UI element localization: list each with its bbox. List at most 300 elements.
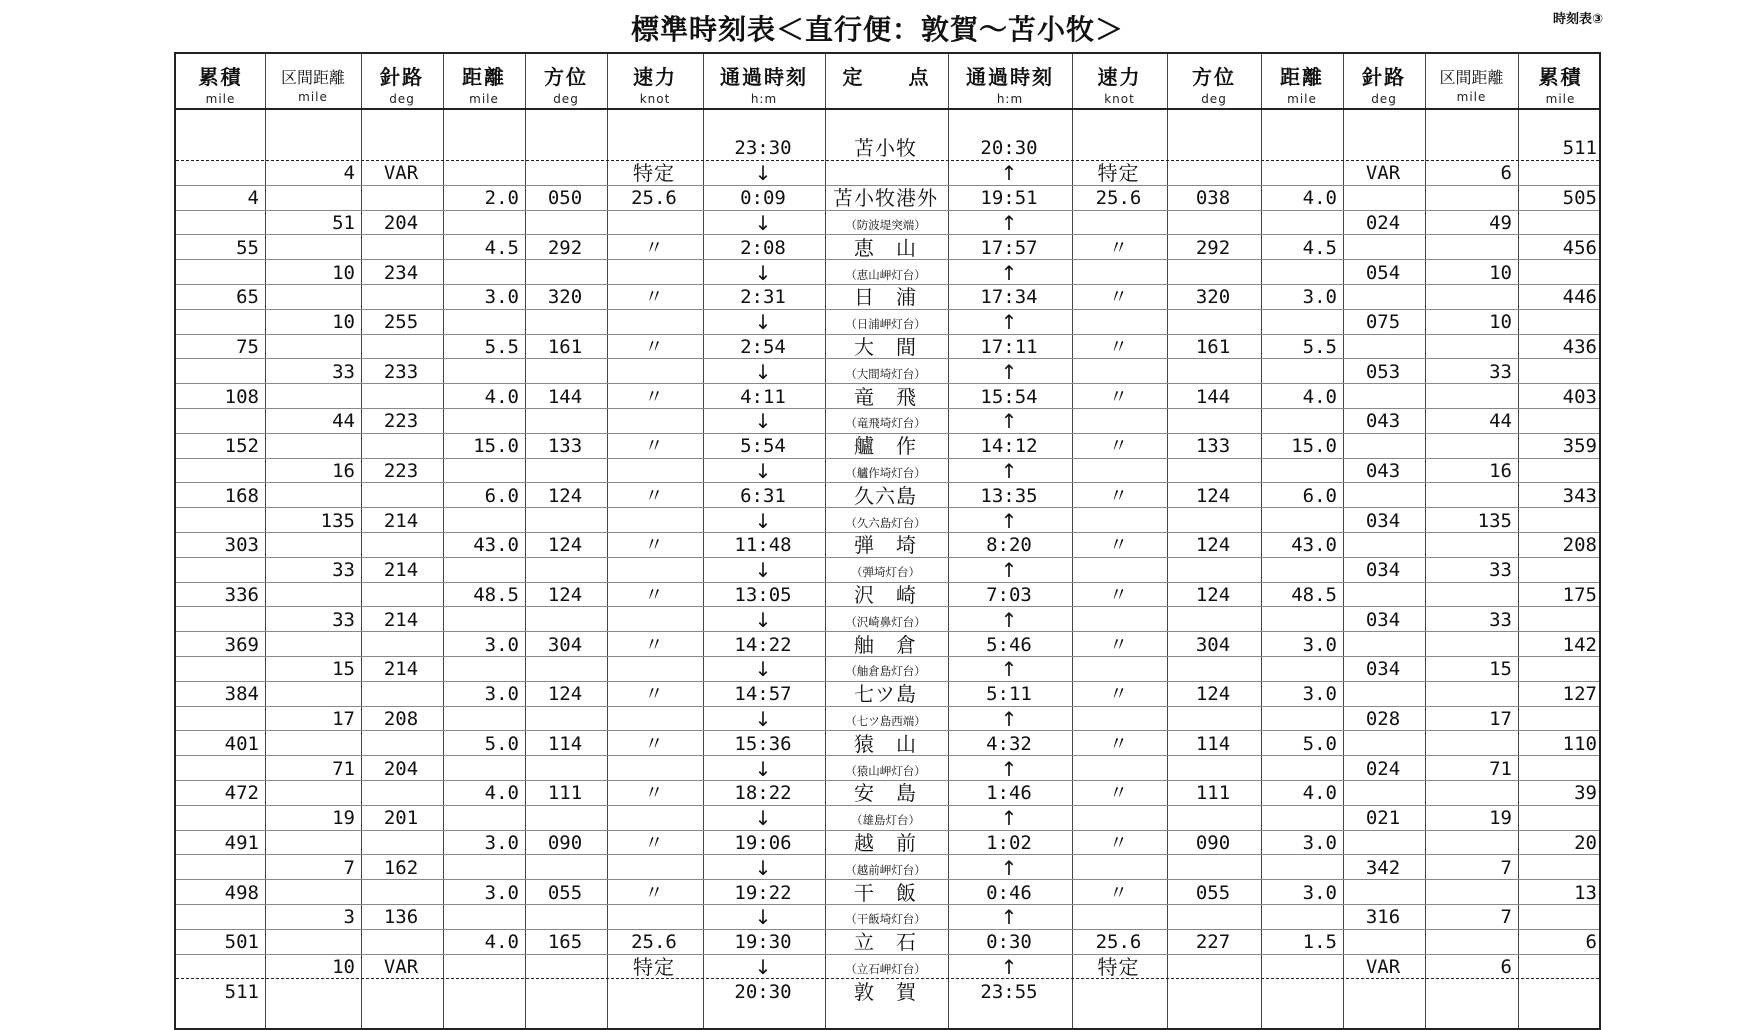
speed: 〃 [1108, 286, 1128, 309]
cumulative-distance: 403 [1562, 385, 1597, 408]
course: 214 [383, 559, 419, 582]
passing-time: 4:11 [740, 385, 786, 408]
segment-distance: 16 [332, 460, 355, 482]
cumulative-distance: 127 [1562, 683, 1597, 706]
fixed-point-note: （大間埼灯台） [845, 366, 926, 381]
segment-distance: 10 [1489, 311, 1512, 334]
cumulative-distance: 303 [224, 534, 259, 557]
segment-distance: 33 [1489, 559, 1512, 582]
departure-time: 23:30 [734, 137, 792, 159]
down-arrow-icon: ↓ [754, 211, 772, 235]
bearing: 304 [1195, 633, 1231, 656]
bearing: 165 [547, 931, 583, 954]
distance: 4.0 [484, 931, 519, 954]
fixed-point-name: 越 前 [854, 831, 917, 855]
course: 024 [1365, 757, 1401, 780]
passing-time: 17:11 [980, 336, 1038, 358]
passing-time: 17:34 [980, 286, 1038, 309]
down-arrow-icon: ↓ [754, 607, 772, 632]
up-arrow-icon: ↑ [1000, 855, 1018, 880]
up-arrow-icon: ↑ [1000, 806, 1018, 831]
up-arrow-icon: ↑ [1000, 260, 1018, 285]
bearing: 124 [547, 534, 583, 557]
column-header-label: 速力 [1097, 65, 1142, 89]
course: 208 [383, 708, 419, 730]
distance: 15.0 [473, 435, 519, 458]
course: 043 [1365, 460, 1401, 482]
header-rule [176, 108, 1599, 110]
speed: 〃 [644, 336, 664, 358]
bearing: 161 [547, 336, 583, 358]
distance: 3.0 [1302, 286, 1337, 309]
column-header-unit: deg [389, 92, 415, 106]
passing-time: 0:30 [986, 931, 1032, 954]
cumulative-distance: 175 [1562, 584, 1597, 606]
passing-time: 18:22 [734, 782, 792, 805]
course: 043 [1365, 410, 1401, 433]
course: 201 [383, 807, 419, 830]
fixed-point-name: 七ツ島 [854, 682, 917, 707]
passing-time: 14:22 [734, 633, 792, 656]
speed: 特定 [1097, 955, 1140, 979]
speed: 〃 [644, 385, 664, 408]
column-header-label: 定 点 [842, 65, 931, 89]
cumulative-distance: 472 [224, 782, 259, 805]
fixed-point-name: 艫 作 [854, 434, 917, 459]
speed: 〃 [644, 881, 664, 904]
bearing: 090 [1195, 832, 1231, 854]
cumulative-distance: 501 [224, 931, 259, 954]
distance: 5.0 [484, 732, 519, 755]
down-arrow-icon: ↓ [754, 558, 772, 583]
cumulative-distance: 359 [1562, 435, 1597, 458]
distance: 3.0 [1302, 881, 1337, 904]
course: 204 [383, 212, 419, 234]
passing-time: 14:12 [980, 435, 1038, 458]
fixed-point-name: 竜 飛 [854, 384, 917, 409]
down-arrow-icon: ↓ [754, 260, 772, 285]
fixed-point-name: 恵 山 [854, 235, 917, 260]
course: 136 [383, 906, 419, 929]
fixed-point-note: （舳倉島灯台） [845, 664, 926, 679]
passing-time: 6:31 [740, 484, 786, 507]
segment-distance: 19 [1489, 807, 1512, 830]
segment-distance: 71 [1489, 757, 1512, 780]
passing-time: 15:36 [734, 732, 792, 755]
course: 075 [1365, 311, 1401, 334]
segment-distance: 6 [1500, 956, 1512, 978]
up-arrow-icon: ↑ [1000, 508, 1018, 533]
speed: 〃 [644, 484, 664, 507]
column-divider [1261, 54, 1262, 1028]
cumulative-distance: 152 [224, 435, 259, 458]
cumulative-distance: 4 [247, 187, 259, 210]
fixed-point-note: （越前岬灯台） [845, 862, 926, 877]
distance: 3.0 [484, 633, 519, 656]
distance: 5.0 [1302, 732, 1337, 755]
down-arrow-icon: ↓ [754, 855, 772, 880]
distance: 48.5 [473, 584, 519, 606]
passing-time: 4:32 [986, 732, 1032, 755]
speed: 〃 [644, 633, 664, 656]
segment-distance: 33 [1489, 360, 1512, 383]
column-header [607, 54, 703, 108]
down-arrow-icon: ↓ [754, 459, 772, 483]
segment-distance: 49 [1489, 212, 1512, 234]
distance: 6.0 [1302, 484, 1337, 507]
column-divider [265, 54, 266, 1028]
segment-distance: 17 [1489, 708, 1512, 730]
segment-distance: 17 [332, 708, 355, 730]
distance: 4.0 [484, 385, 519, 408]
column-header-unit: h:m [750, 92, 778, 106]
distance: 2.0 [484, 187, 519, 210]
passing-time: 5:54 [740, 435, 786, 458]
passing-time: 5:46 [986, 633, 1032, 656]
column-header-label: 距離 [462, 65, 506, 89]
bearing: 111 [1195, 782, 1231, 805]
passing-time: 2:31 [740, 286, 786, 309]
course: 214 [383, 608, 419, 631]
cumulative-distance: 336 [224, 584, 259, 606]
bearing: 124 [1195, 484, 1231, 507]
column-header [825, 54, 948, 108]
down-arrow-icon: ↓ [754, 657, 772, 682]
down-arrow-icon: ↓ [754, 756, 772, 781]
column-header-label: 方位 [544, 65, 588, 89]
passing-time: 7:03 [986, 584, 1032, 606]
column-header [1425, 54, 1518, 108]
up-arrow-icon: ↑ [1000, 161, 1018, 186]
fixed-point-name: 苫小牧 [854, 136, 917, 160]
cumulative-distance: 511 [224, 981, 259, 1004]
speed: 〃 [1108, 385, 1128, 408]
column-header-label: 通過時刻 [966, 65, 1054, 89]
cumulative-distance: 39 [1574, 782, 1597, 805]
page-title: 標準時刻表＜直行便：敦賀～苫小牧＞ [630, 13, 1124, 46]
segment-distance: 44 [1489, 410, 1512, 433]
column-header-unit: mile [298, 90, 328, 104]
course: VAR [1365, 956, 1401, 978]
distance: 3.0 [484, 286, 519, 309]
fixed-point-note: （防波堤突端） [845, 218, 926, 232]
column-header-unit: mile [205, 92, 236, 106]
cumulative-distance: 436 [1562, 336, 1597, 358]
column-header-label: 累積 [1538, 65, 1583, 89]
fixed-point-name: 安 島 [854, 781, 917, 806]
column-divider [1343, 54, 1344, 1028]
speed: 〃 [644, 683, 664, 706]
segment-distance: 51 [332, 212, 355, 234]
speed: 〃 [1108, 782, 1128, 805]
course: 204 [383, 757, 419, 780]
column-divider [525, 54, 526, 1028]
arrival-time: 20:30 [734, 981, 792, 1004]
bearing: 144 [1195, 385, 1231, 408]
column-divider [607, 54, 608, 1028]
bearing: 124 [547, 683, 583, 706]
segment-distance: 7 [1500, 906, 1512, 929]
fixed-point-note: （猿山岬灯台） [845, 763, 926, 778]
bearing: 050 [547, 187, 583, 210]
bearing: 320 [1195, 286, 1231, 309]
bearing: 038 [1195, 187, 1231, 210]
segment-distance: 33 [332, 608, 355, 631]
course: 034 [1365, 608, 1401, 631]
up-arrow-icon: ↑ [1000, 409, 1018, 434]
column-header [948, 54, 1072, 108]
up-arrow-icon: ↑ [1000, 955, 1018, 979]
bearing: 133 [547, 435, 583, 458]
bearing: 304 [547, 633, 583, 656]
fixed-point-note: （沢崎鼻灯台） [845, 614, 926, 629]
segment-distance: 135 [320, 509, 355, 532]
course: 024 [1365, 212, 1401, 234]
course: 034 [1365, 559, 1401, 582]
bearing: 124 [547, 484, 583, 507]
column-header-unit: knot [1104, 92, 1135, 106]
up-arrow-icon: ↑ [1000, 558, 1018, 583]
column-header-unit: h:m [996, 92, 1024, 106]
cumulative-distance: 456 [1562, 236, 1597, 259]
up-arrow-icon: ↑ [1000, 211, 1018, 235]
cumulative-distance: 110 [1562, 732, 1597, 755]
fixed-point-name: 日 浦 [854, 285, 917, 310]
course: 162 [383, 856, 419, 879]
fixed-point-note: （雄島灯台） [851, 813, 920, 828]
cumulative-distance: 498 [224, 881, 259, 904]
passing-time: 14:57 [734, 683, 792, 706]
cumulative-distance: 142 [1562, 633, 1597, 656]
column-header-unit: mile [469, 92, 499, 106]
passing-time: 19:30 [734, 931, 792, 954]
segment-distance: 10 [332, 261, 355, 284]
distance: 43.0 [1291, 534, 1337, 557]
fixed-point-note: （日浦岬灯台） [845, 317, 926, 332]
cumulative-distance: 505 [1562, 187, 1597, 210]
fixed-point-name: 舳 倉 [854, 632, 917, 657]
cumulative-distance: 65 [236, 286, 259, 309]
distance: 48.5 [1291, 584, 1337, 606]
column-header-unit: deg [553, 92, 579, 106]
bearing: 320 [547, 286, 583, 309]
fixed-point-note: （恵山岬灯台） [845, 267, 926, 282]
course: 342 [1365, 856, 1401, 879]
cumulative-distance: 55 [236, 236, 259, 259]
course: 316 [1365, 906, 1401, 929]
passing-time: 1:46 [986, 782, 1032, 805]
segment-distance: 15 [1489, 658, 1512, 681]
bearing: 055 [547, 881, 583, 904]
bearing: 114 [547, 732, 583, 755]
speed: 〃 [644, 435, 664, 458]
distance: 5.5 [484, 336, 519, 358]
column-header-label: 速力 [633, 65, 677, 89]
cumulative-distance: 208 [1562, 534, 1597, 557]
column-header-unit: deg [1371, 92, 1397, 106]
up-arrow-icon: ↑ [1000, 359, 1018, 384]
speed: 〃 [1108, 732, 1128, 755]
column-header [265, 54, 361, 108]
distance: 4.0 [484, 782, 519, 805]
down-arrow-icon: ↓ [754, 161, 772, 186]
course: 034 [1365, 658, 1401, 681]
column-divider [948, 54, 949, 1028]
column-header-unit: knot [639, 92, 671, 106]
cumulative-distance: 384 [224, 683, 259, 706]
speed: 〃 [1108, 534, 1128, 557]
down-arrow-icon: ↓ [754, 359, 772, 384]
passing-time: 19:22 [734, 881, 792, 904]
speed: 〃 [644, 732, 664, 755]
down-arrow-icon: ↓ [754, 310, 772, 335]
segment-distance: 6 [1500, 162, 1512, 185]
speed: 〃 [1108, 336, 1128, 358]
down-arrow-icon: ↓ [754, 409, 772, 434]
speed: 〃 [1108, 881, 1128, 904]
page-number: 時刻表③ [1552, 12, 1603, 27]
passing-time: 1:02 [986, 832, 1032, 854]
dashed-rule [176, 160, 1599, 161]
segment-distance: 10 [332, 956, 355, 978]
column-header [443, 54, 525, 108]
column-divider [1167, 54, 1168, 1028]
passing-time: 19:51 [980, 187, 1038, 210]
column-header [1343, 54, 1425, 108]
speed: 〃 [644, 236, 664, 259]
passing-time: 8:20 [986, 534, 1032, 557]
fixed-point-name: 猿 山 [854, 731, 917, 756]
column-header-label: 針路 [1362, 65, 1406, 89]
segment-distance: 15 [332, 658, 355, 681]
course: 233 [383, 360, 419, 383]
speed: 25.6 [1095, 187, 1142, 210]
column-header-label: 区間距離 [1439, 68, 1504, 87]
timetable [174, 52, 1601, 1030]
segment-distance: 33 [1489, 608, 1512, 631]
course: 028 [1365, 708, 1401, 730]
cumulative-distance: 401 [224, 732, 259, 755]
distance: 6.0 [484, 484, 519, 507]
course: VAR [383, 956, 419, 978]
speed: 特定 [633, 161, 675, 186]
column-header-label: 区間距離 [280, 68, 345, 87]
column-header-unit: mile [1287, 92, 1317, 106]
speed: 〃 [1108, 683, 1128, 706]
speed: 〃 [644, 832, 664, 854]
passing-time: 2:54 [740, 336, 786, 358]
cumulative-distance: 491 [224, 832, 259, 854]
course: 214 [383, 509, 419, 532]
fixed-point-name: 沢 崎 [854, 583, 917, 607]
speed: 25.6 [1095, 931, 1142, 954]
cumulative-distance: 511 [1562, 137, 1597, 159]
distance: 43.0 [473, 534, 519, 557]
course: VAR [383, 162, 419, 185]
bearing: 124 [1195, 584, 1231, 606]
up-arrow-icon: ↑ [1000, 459, 1018, 483]
distance: 3.0 [484, 683, 519, 706]
distance: 5.5 [1302, 336, 1337, 358]
up-arrow-icon: ↑ [1000, 657, 1018, 682]
bearing: 114 [1195, 732, 1231, 755]
course: 234 [383, 261, 419, 284]
speed: 〃 [1108, 484, 1128, 507]
fixed-point-note: （久六島灯台） [845, 515, 926, 530]
passing-time: 19:06 [734, 832, 792, 854]
course: 021 [1365, 807, 1401, 830]
segment-distance: 44 [332, 410, 355, 433]
column-divider [703, 54, 704, 1028]
distance: 4.0 [1302, 385, 1337, 408]
bearing: 227 [1195, 931, 1231, 954]
fixed-point-name: 立 石 [854, 930, 917, 955]
fixed-point-name: 弾 埼 [854, 533, 917, 558]
speed: 〃 [644, 584, 664, 606]
column-header-label: 方位 [1192, 65, 1236, 89]
cumulative-distance: 343 [1562, 484, 1597, 507]
column-divider [443, 54, 444, 1028]
speed: 〃 [1108, 832, 1128, 854]
passing-time: 13:05 [734, 584, 792, 606]
fixed-point-name: 敦 賀 [854, 980, 917, 1005]
distance: 4.5 [1302, 236, 1337, 259]
speed: 〃 [1108, 633, 1128, 656]
down-arrow-icon: ↓ [754, 905, 772, 930]
segment-distance: 33 [332, 360, 355, 383]
passing-time: 2:08 [740, 236, 786, 259]
distance: 3.0 [1302, 832, 1337, 854]
fixed-point-name: 久六島 [854, 483, 917, 508]
column-header [703, 54, 825, 108]
column-header-unit: mile [1456, 90, 1487, 104]
speed: 25.6 [631, 187, 677, 210]
down-arrow-icon: ↓ [754, 707, 772, 731]
departure-time: 23:55 [980, 981, 1038, 1004]
column-header-label: 距離 [1280, 65, 1324, 89]
up-arrow-icon: ↑ [1000, 905, 1018, 930]
speed: 特定 [1097, 161, 1140, 186]
column-header [361, 54, 443, 108]
column-divider [825, 54, 826, 1028]
fixed-point-name: 干 飯 [854, 880, 917, 905]
column-header [1167, 54, 1261, 108]
column-header [1072, 54, 1167, 108]
column-header-label: 針路 [380, 65, 424, 89]
passing-time: 17:57 [980, 236, 1038, 259]
distance: 4.0 [1302, 187, 1337, 210]
column-header [176, 54, 265, 108]
distance: 15.0 [1291, 435, 1337, 458]
speed: 〃 [644, 286, 664, 309]
cumulative-distance: 168 [224, 484, 259, 507]
fixed-point-note: （干飯埼灯台） [845, 912, 926, 927]
column-header [525, 54, 607, 108]
distance: 1.5 [1302, 931, 1337, 954]
cumulative-distance: 6 [1585, 931, 1597, 954]
distance: 3.0 [484, 832, 519, 854]
column-header-label: 累積 [198, 65, 243, 89]
down-arrow-icon: ↓ [754, 955, 772, 979]
course: 214 [383, 658, 419, 681]
column-header [1518, 54, 1603, 108]
bearing: 055 [1195, 881, 1231, 904]
bearing: 292 [1195, 236, 1231, 259]
fixed-point-note: （七ツ島西端） [845, 714, 926, 728]
segment-distance: 7 [343, 856, 355, 879]
passing-time: 11:48 [734, 534, 792, 557]
segment-distance: 10 [332, 311, 355, 334]
